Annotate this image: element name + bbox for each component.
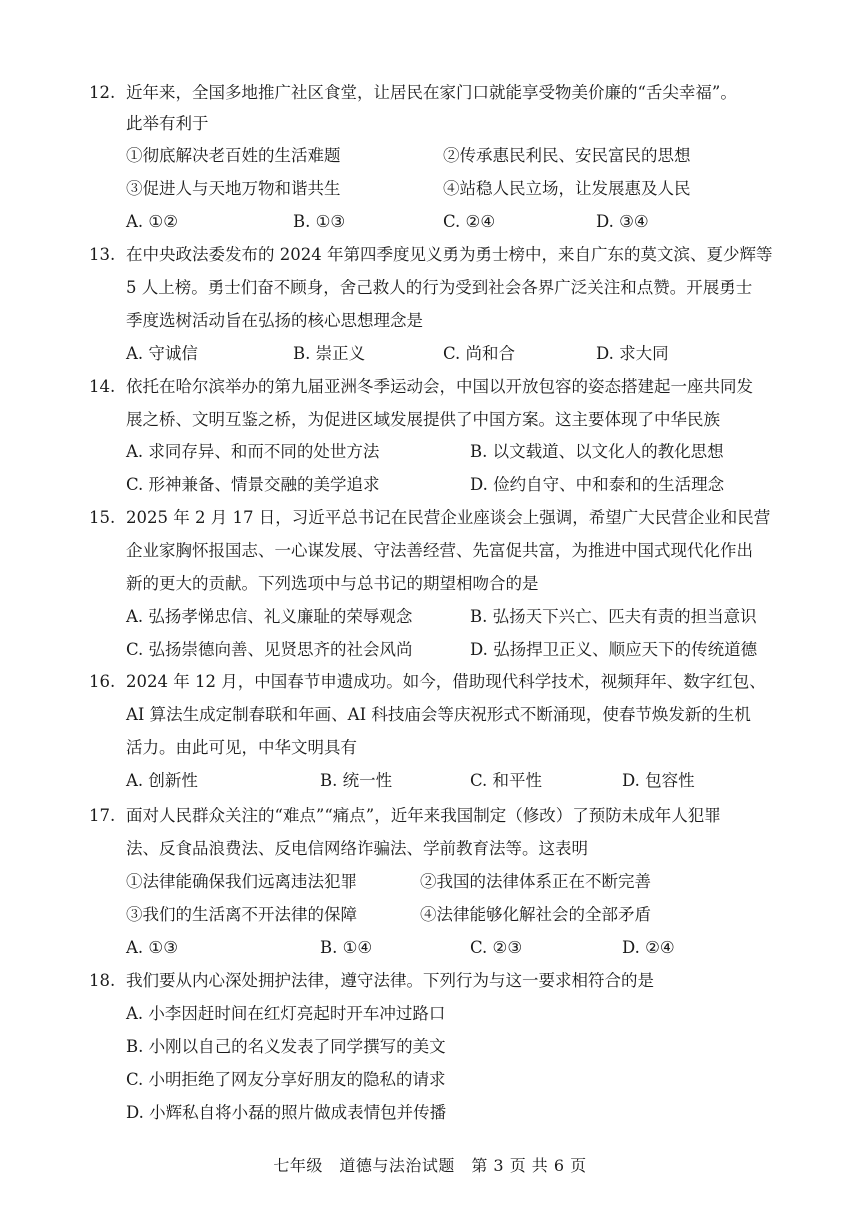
answer-option-b: B. 统一性 [320, 771, 393, 790]
answer-option-d: D. ③④ [596, 212, 649, 231]
question-stem-line: 2025 年 2 月 17 日，习近平总书记在民营企业座谈会上强调，希望广大民营企业和民营 [126, 508, 771, 527]
answer-option-c: C. 和平性 [470, 771, 543, 790]
answer-option-a: A. ①② [126, 212, 178, 231]
question-number: 16. [89, 672, 116, 691]
answer-option-a: A. 弘扬孝悌忠信、礼义廉耻的荣辱观念 [126, 607, 413, 626]
answer-option-c: C. 弘扬崇德向善、见贤思齐的社会风尚 [126, 640, 413, 659]
answer-option-d: D. ②④ [622, 938, 675, 957]
answer-option-d: D. 包容性 [622, 771, 695, 790]
question-number: 13. [89, 245, 116, 264]
answer-option-d: D. 小辉私自将小磊的照片做成表情包并传播 [126, 1103, 447, 1122]
question-number: 17. [89, 806, 116, 825]
question-stem-line: 活力。由此可见，中华文明具有 [126, 738, 357, 757]
statement: ④站稳人民立场，让发展惠及人民 [443, 179, 691, 198]
answer-option-b: B. 弘扬天下兴亡、匹夫有责的担当意识 [470, 607, 757, 626]
answer-option-c: C. 尚和合 [443, 344, 516, 363]
statement: ③我们的生活离不开法律的保障 [126, 905, 357, 924]
answer-option-b: B. 崇正义 [293, 344, 366, 363]
question-stem-line: 在中央政法委发布的 2024 年第四季度见义勇为勇士榜中，来自广东的莫文滨、夏少辉等 [126, 245, 773, 264]
question-stem-line: 近年来，全国多地推广社区食堂，让居民在家门口就能享受物美价廉的“舌尖幸福”。 [126, 83, 737, 102]
question-stem-line: 法、反食品浪费法、反电信网络诈骗法、学前教育法等。这表明 [126, 839, 588, 858]
question-stem-line: 2024 年 12 月，中国春节申遗成功。如今，借助现代科学技术，视频拜年、数字红包、 [126, 672, 766, 691]
question-stem-line: AI 算法生成定制春联和年画、AI 科技庙会等庆祝形式不断涌现，使春节焕发新的生机 [126, 705, 751, 724]
question-stem-line: 我们要从内心深处拥护法律，遵守法律。下列行为与这一要求相符合的是 [126, 971, 654, 990]
answer-option-a: A. ①③ [126, 938, 178, 957]
answer-option-d: D. 弘扬捍卫正义、顺应天下的传统道德 [470, 640, 758, 659]
answer-option-b: B. ①③ [293, 212, 346, 231]
question-stem-line: 季度选树活动旨在弘扬的核心思想理念是 [126, 311, 423, 330]
answer-option-c: C. 小明拒绝了网友分享好朋友的隐私的请求 [126, 1070, 446, 1089]
question-stem-line: 此举有利于 [126, 114, 209, 133]
statement: ①法律能确保我们远离违法犯罪 [126, 872, 357, 891]
question-number: 14. [89, 377, 116, 396]
question-stem-line: 企业家胸怀报国志、一心谋发展、守法善经营、先富促共富，为推进中国式现代化作出 [126, 541, 753, 560]
answer-option-b: B. 小刚以自己的名义发表了同学撰写的美文 [126, 1037, 446, 1056]
question-stem-line: 依托在哈尔滨举办的第九届亚洲冬季运动会，中国以开放包容的姿态搭建起一座共同发 [126, 377, 753, 396]
answer-option-d: D. 俭约自守、中和泰和的生活理念 [470, 475, 725, 494]
answer-option-a: A. 守诚信 [126, 344, 198, 363]
answer-option-a: A. 创新性 [126, 771, 198, 790]
question-stem-line: 5 人上榜。勇士们奋不顾身，舍己救人的行为受到社会各界广泛关注和点赞。开展勇士 [126, 278, 753, 297]
question-stem-line: 面对人民群众关注的“难点”“痛点”，近年来我国制定（修改）了预防未成年人犯罪 [126, 806, 721, 825]
answer-option-a: A. 小李因赶时间在红灯亮起时开车冲过路口 [126, 1004, 446, 1023]
question-number: 18. [89, 971, 116, 990]
answer-option-a: A. 求同存异、和而不同的处世方法 [126, 442, 380, 461]
statement: ②传承惠民利民、安民富民的思想 [443, 146, 691, 165]
answer-option-d: D. 求大同 [596, 344, 669, 363]
answer-option-c: C. ②③ [470, 938, 523, 957]
statement: ④法律能够化解社会的全部矛盾 [420, 905, 651, 924]
statement: ③促进人与天地万物和谐共生 [126, 179, 341, 198]
answer-option-b: B. ①④ [320, 938, 373, 957]
question-stem-line: 新的更大的贡献。下列选项中与总书记的期望相吻合的是 [126, 574, 539, 593]
question-number: 15. [89, 508, 116, 527]
page-footer: 七年级 道德与法治试题 第 3 页 共 6 页 [273, 1156, 587, 1175]
statement: ①彻底解决老百姓的生活难题 [126, 146, 341, 165]
question-stem-line: 展之桥、文明互鉴之桥，为促进区域发展提供了中国方案。这主要体现了中华民族 [126, 410, 720, 429]
question-number: 12. [89, 83, 116, 102]
answer-option-c: C. 形神兼备、情景交融的美学追求 [126, 475, 380, 494]
statement: ②我国的法律体系正在不断完善 [420, 872, 651, 891]
answer-option-c: C. ②④ [443, 212, 496, 231]
answer-option-b: B. 以文载道、以文化人的教化思想 [470, 442, 724, 461]
